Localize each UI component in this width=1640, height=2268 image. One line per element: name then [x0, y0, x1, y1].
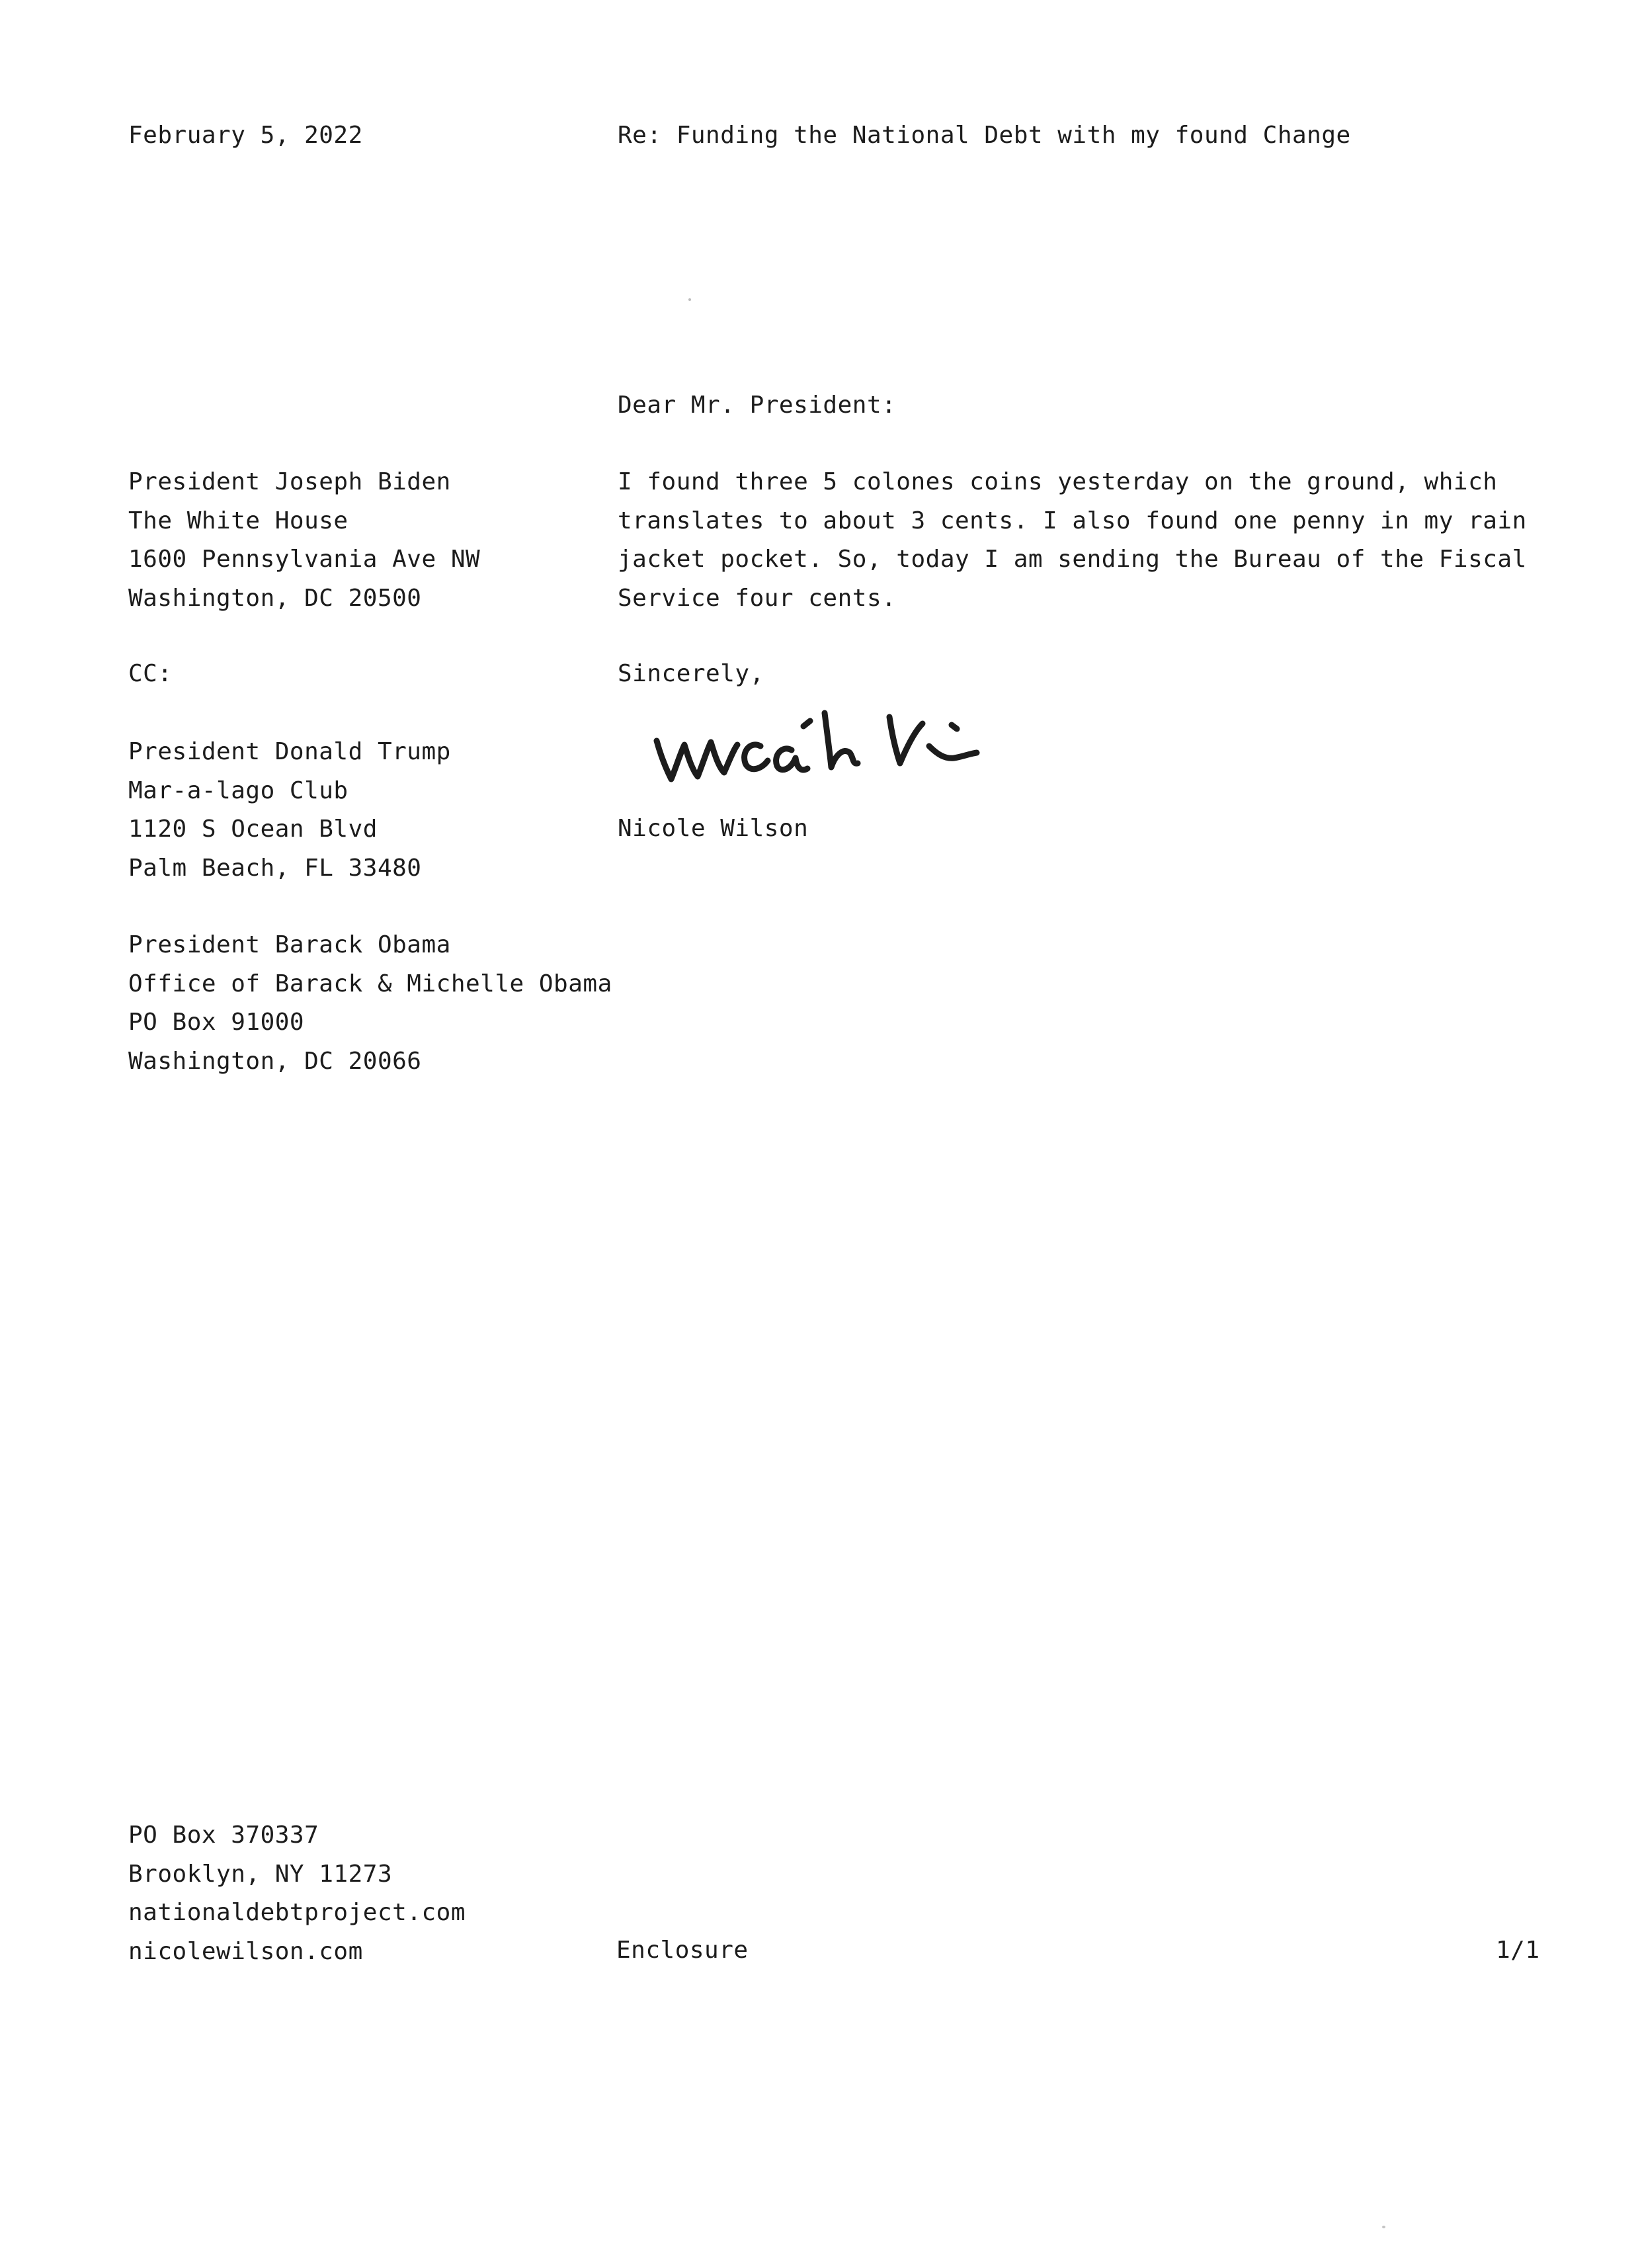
recipient-address-line: 1600 Pennsylvania Ave NW — [128, 546, 481, 573]
handwritten-signature-icon — [651, 694, 982, 797]
cc-address-line: Mar-a-lago Club — [128, 777, 348, 804]
letter-date: February 5, 2022 — [128, 122, 363, 149]
cc-address-line: Palm Beach, FL 33480 — [128, 854, 422, 882]
recipient-address — [128, 463, 480, 618]
recipient-address-line: Washington, DC 20500 — [128, 584, 422, 612]
cc-address — [128, 926, 612, 1081]
letter-body-line: I found three 5 colones coins yesterday on the ground, which — [618, 468, 1498, 495]
letter-body-line: translates to about 3 cents. I also found one penny in my rain — [618, 507, 1527, 534]
cc-address-line: 1120 S Ocean Blvd — [128, 816, 378, 843]
footer-line: nationaldebtproject.com — [128, 1899, 466, 1926]
footer-line: PO Box 370337 — [128, 1822, 319, 1849]
sender-footer — [128, 1816, 466, 1971]
cc-label: CC: — [128, 660, 173, 687]
cc-address-line: Washington, DC 20066 — [128, 1047, 422, 1075]
cc-address-line: President Donald Trump — [128, 738, 451, 765]
cc-address-line: Office of Barack & Michelle Obama — [128, 970, 612, 997]
footer-line: nicolewilson.com — [128, 1937, 363, 1965]
scan-speck — [1382, 2226, 1385, 2228]
cc-address-line: PO Box 91000 — [128, 1009, 305, 1036]
recipient-address-line: President Joseph Biden — [128, 468, 451, 495]
letter-body-line: jacket pocket. So, today I am sending the Bureau of the Fiscal — [618, 546, 1527, 573]
letter-body-line: Service four cents. — [618, 584, 897, 612]
closing: Sincerely, — [618, 660, 764, 687]
cc-address — [128, 733, 451, 888]
page-number: 1/1 — [1496, 1937, 1540, 1964]
sender-name: Nicole Wilson — [618, 815, 809, 842]
salutation: Dear Mr. President: — [618, 392, 897, 419]
letter-body — [618, 463, 1527, 618]
recipient-address-line: The White House — [128, 507, 348, 534]
footer-line: Brooklyn, NY 11273 — [128, 1860, 393, 1888]
scan-speck — [688, 298, 691, 301]
letter-subject: Re: Funding the National Debt with my found Change — [618, 122, 1351, 149]
cc-address-line: President Barack Obama — [128, 931, 451, 958]
enclosure-note: Enclosure — [616, 1937, 749, 1964]
